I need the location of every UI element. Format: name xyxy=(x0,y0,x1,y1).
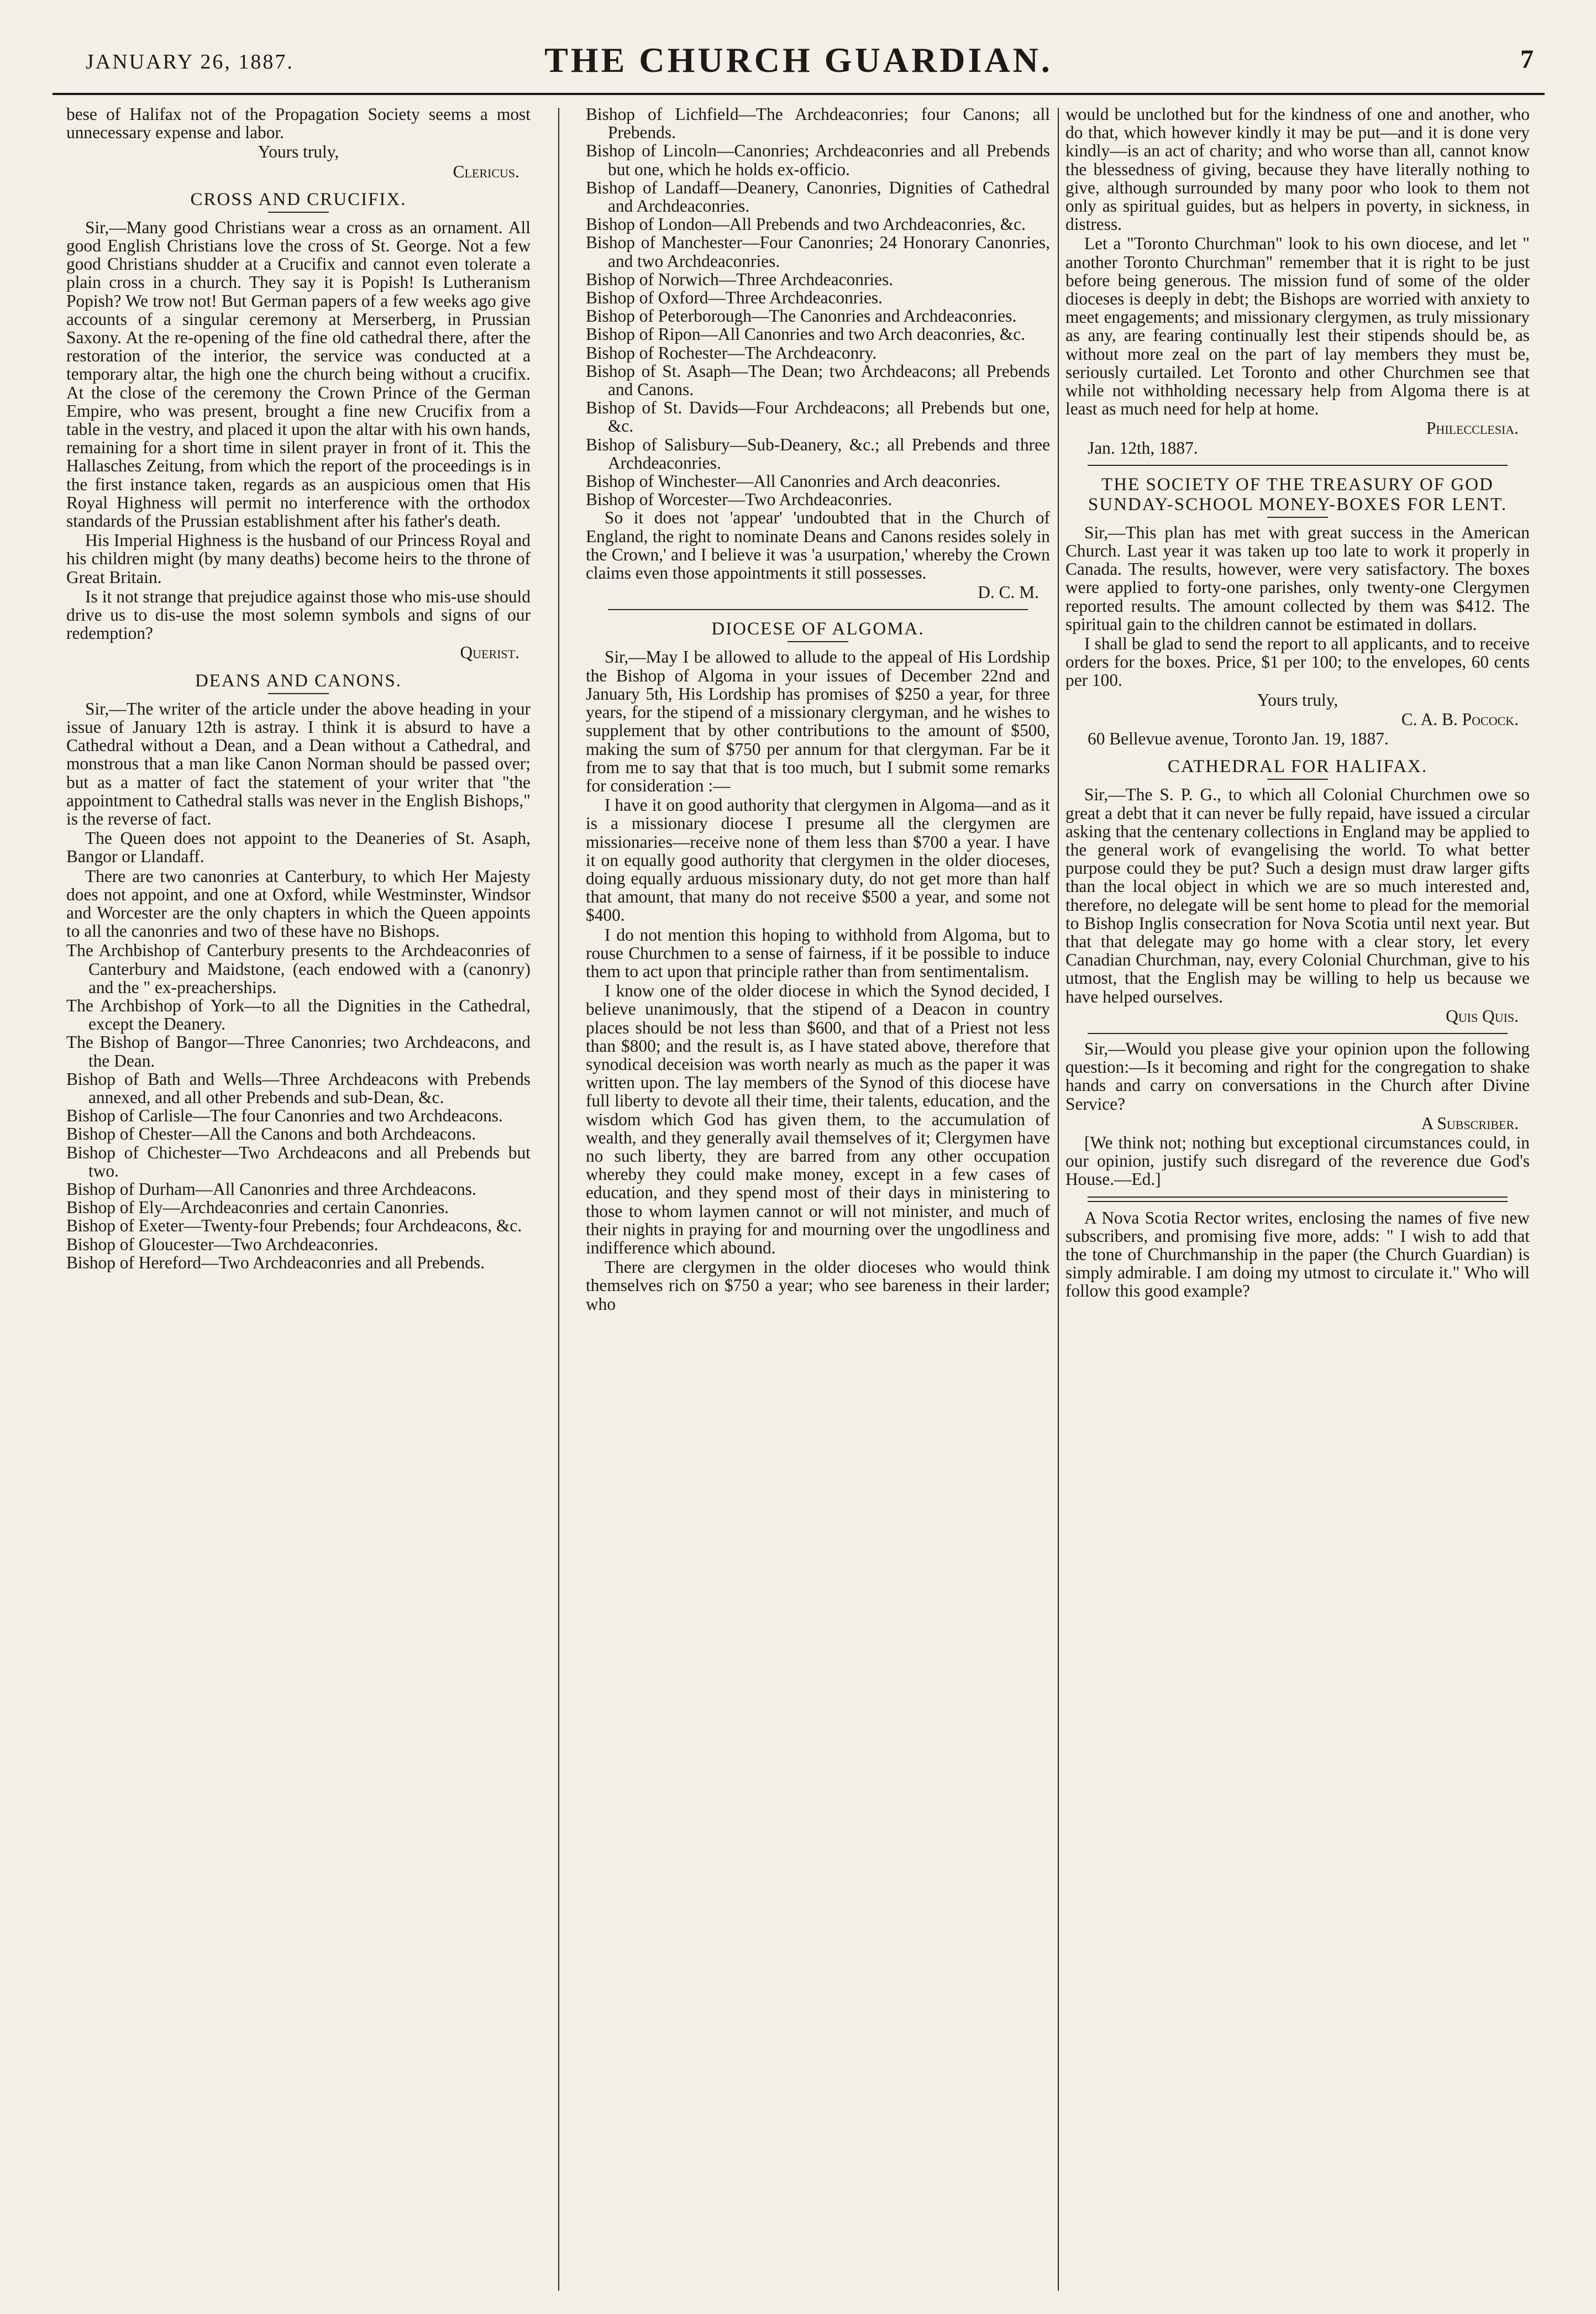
list-item: The Archbishop of York—to all the Dignities in the Cathedral, except the Deanery. xyxy=(66,995,531,1034)
letter-date: Jan. 12th, 1887. xyxy=(1088,438,1198,458)
letter-text: I have it on good authority that clergymen in Algoma—and as it is a missionary diocese I presume all the clergymen are missionaries—receive none of them less than $700 a year. I have it on equally good authority that clergymen in the older dioceses, doing equally arduous missionary duty, do not get more than half that amount, that many do not receive $500 a year, and some not $400. xyxy=(586,795,1050,925)
letter-signature: Quis Quis. xyxy=(1446,1006,1519,1026)
letter-text: I do not mention this hoping to withhold from Algoma, but to rouse Churchmen to a sense of fairness, if it be possible to induce them to act upon that principle rather than from sentimentalism. xyxy=(586,925,1050,981)
double-rule xyxy=(1088,1197,1508,1202)
column-divider xyxy=(1058,108,1059,2291)
section-rule xyxy=(1088,1033,1508,1034)
column-1 xyxy=(66,105,531,2294)
masthead xyxy=(53,33,1545,99)
list-item: Bishop of London—All Prebends and two Archdeaconries, &c. xyxy=(586,214,1026,234)
article-heading: CATHEDRAL FOR HALIFAX. xyxy=(1167,757,1428,777)
letter-text: There are clergymen in the older dioceses who would think themselves rich on $750 a year; who see bareness in their larder; who xyxy=(586,1257,1050,1314)
list-item: Bishop of Lincoln—Canonries; Archdeaconries and all Prebends but one, which he holds ex-officio. xyxy=(586,141,1050,179)
heading-rule xyxy=(788,641,848,642)
list-item: Bishop of Chichester—Two Archdeacons and all Prebends but two. xyxy=(66,1142,531,1180)
column-2 xyxy=(586,105,1050,2294)
letter-text: A Nova Scotia Rector writes, enclosing the names of five new subscribers, and promising five more, adds: " I wish to add that the tone of Churchmanship in the paper (the Church Guardian) is simply admirable. I am doing my utmost to circulate it." Who will follow this good example? xyxy=(1065,1208,1530,1301)
list-item: The Bishop of Bangor—Three Canonries; two Archdeacons, and the Dean. xyxy=(66,1032,531,1071)
article-heading: THE SOCIETY OF THE TREASURY OF GOD SUNDAY-SCHOOL MONEY-BOXES FOR LENT. xyxy=(1088,474,1508,515)
letter-text: bese of Halifax not of the Propagation Society seems a most unnecessary expense and labor. xyxy=(66,105,531,143)
letter-address: 60 Bellevue avenue, Toronto Jan. 19, 1887. xyxy=(1088,729,1389,749)
editor-reply: [We think not; nothing but exceptional circumstances could, in our opinion, justify such disregard of the reverence due God's House.—Ed.] xyxy=(1065,1132,1530,1189)
list-item: The Archbishop of Canterbury presents to the Archdeaconries of Canterbury and Maidstone, (each endowed with a (canonry) and the " ex-preacherships. xyxy=(66,941,531,997)
letter-signature: Querist. xyxy=(460,643,519,663)
letter-text: Sir,—May I be allowed to allude to the appeal of His Lordship the Bishop of Algoma in your issues of December 22nd and January 5th, His Lordship has promises of $250 a year, for three years, for the stipend of a missionary clergyman, and he wishes to supplement that by other contributions to the amount of $500, making the sum of $750 per annum for that clergyman. Far be it from me to say that that is too much, but I submit some remarks for consideration :— xyxy=(586,647,1050,795)
letter-text: I shall be glad to send the report to all applicants, and to receive orders for the boxes. Price, $1 per 100; to the envelopes, 60 cents per 100. xyxy=(1065,634,1530,690)
list-item: Bishop of Hereford—Two Archdeaconries and all Prebends. xyxy=(66,1252,485,1272)
heading-rule xyxy=(1267,517,1328,518)
newspaper-title: THE CHURCH GUARDIAN. xyxy=(544,40,1053,80)
section-rule xyxy=(1088,465,1508,466)
list-item: Bishop of Landaff—Deanery, Canonries, Dignities of Cathedral and Archdeaconries. xyxy=(586,177,1050,216)
heading-rule xyxy=(268,693,329,694)
column-3 xyxy=(1065,105,1530,2294)
list-item: Bishop of Gloucester—Two Archdeaconries. xyxy=(66,1234,379,1254)
list-item: Bishop of Ely—Archdeaconries and certain Canonries. xyxy=(66,1198,449,1218)
article-heading: DIOCESE OF ALGOMA. xyxy=(711,619,925,639)
list-item: Bishop of Chester—All the Canons and both Archdeacons. xyxy=(66,1124,476,1144)
article-heading: CROSS AND CRUCIFIX. xyxy=(190,189,407,209)
letter-text: The Queen does not appoint to the Deaneries of St. Asaph, Bangor or Llandaff. xyxy=(66,828,531,867)
letter-text: So it does not 'appear' 'undoubted that in the Church of England, the right to nominate Deans and Canons resides solely in the Crown,' and I believe it was 'a usurpation,' whereby the Crown claims even those appointments it still possesses. xyxy=(586,508,1050,583)
letter-text: Sir,—Would you please give your opinion upon the following question:—Is it becoming and right for the congregation to shake hands and carry on conversations in the Church after Divine Service? xyxy=(1065,1038,1530,1114)
letter-text: would be unclothed but for the kindness of one and another, who do that, which however kindly it may be put—and it is done very kindly—is an act of charity; and who worse than all, cannot know the blessedness of giving, because they have literally nothing to give, although surrounded by many poor who look to them not only as spiritual guides, but as helpers in poverty, in sickness, in distress. xyxy=(1065,105,1530,234)
list-item: Bishop of Durham—All Canonries and three Archdeacons. xyxy=(66,1179,476,1199)
list-item: Bishop of Worcester—Two Archdeaconries. xyxy=(586,490,893,510)
letter-signature: Philecclesia. xyxy=(1426,418,1519,438)
letter-signature: A Subscriber. xyxy=(1421,1113,1519,1133)
article-heading: DEANS AND CANONS. xyxy=(195,670,402,691)
issue-date: JANUARY 26, 1887. xyxy=(86,50,294,74)
list-item: Bishop of Lichfield—The Archdeaconries; four Canons; all Prebends. xyxy=(586,105,1050,143)
list-item: Bishop of Carlisle—The four Canonries and two Archdeacons. xyxy=(66,1106,503,1126)
letter-text: Sir,—The S. P. G., to which all Colonial Churchmen owe so great a debt that it can never be fully repaid, have issued a circular asking that the centenary collections in England may be applied to the general work of evangelising the world. To what better purpose could they be put? Such a design must draw larger gifts than the local object in which we are so much interested and, therefore, no delegate will be sent home to plead for the memorial to Bishop Inglis consecration for Nova Scotia until next year. But that that delegate may go home with a clear story, let every Canadian Churchman, nay, every Colonial Churchman, give to his utmost, that the English may be willing to help us because we have helped ourselves. xyxy=(1065,785,1530,1006)
column-divider xyxy=(558,108,559,2291)
section-rule xyxy=(608,609,1028,610)
letter-text: There are two canonries at Canterbury, to which Her Majesty does not appoint, and one at Oxford, while Westminster, Windsor and Worcester are the only chapters in which the Queen appoints to all the canonries and two of these have no Bishops. xyxy=(66,866,531,941)
list-item: Bishop of Oxford—Three Archdeaconries. xyxy=(586,288,883,308)
letter-signature: C. A. B. Pocock. xyxy=(1401,709,1519,729)
list-item: Bishop of St. Davids—Four Archdeacons; all Prebends but one, &c. xyxy=(586,398,1050,436)
list-item: Bishop of Winchester—All Canonries and Arch deaconries. xyxy=(586,471,1001,491)
letter-signature: D. C. M. xyxy=(978,583,1039,602)
list-item: Bishop of Norwich—Three Archdeaconries. xyxy=(586,269,894,289)
heading-rule xyxy=(1267,779,1328,780)
letter-text: Sir,—Many good Christians wear a cross as an ornament. All good English Christians love the cross of St. George. Not a few good Christians shudder at a Crucifix and cannot even tolerate a plain cross in a church. They say it is Popish! Is Lutheranism Popish? We trow not! But German papers of a few weeks ago give accounts of a singular ceremony at Merserberg, in Prussian Saxony. At the re-opening of the fine old cathedral there, after the restoration of the interior, the service was conducted at a temporary altar, the high one the church being without a crucifix. At the close of the ceremony the Crown Prince of the German Empire, who was present, brought a fine new Crucifix from a table in the vestry, and placed it upon the altar with his own hands, remaining for a short time in silent prayer in front of it. This the Hallasches Zeitung, from which the report of the proceedings is in the first instance taken, regards as an auspicious omen that His Royal Highness will permit no interference with the orthodox standards of the Prussian establishment after his father's death. xyxy=(66,217,531,531)
list-item: Bishop of Peterborough—The Canonries and Archdeaconries. xyxy=(586,306,1017,326)
heading-rule xyxy=(268,212,329,213)
letter-closing: Yours truly, xyxy=(1257,690,1338,710)
list-item: Bishop of St. Asaph—The Dean; two Archdeacons; all Prebends and Canons. xyxy=(586,361,1050,400)
list-item: Bishop of Ripon—All Canonries and two Arch deaconries, &c. xyxy=(586,324,1026,344)
letter-closing: Yours truly, xyxy=(258,142,339,162)
masthead-rule xyxy=(53,93,1545,95)
list-item: Bishop of Exeter—Twenty-four Prebends; four Archdeacons, &c. xyxy=(66,1216,522,1236)
list-item: Bishop of Rochester—The Archdeaconry. xyxy=(586,343,877,363)
letter-text: His Imperial Highness is the husband of our Princess Royal and his children might (by many deaths) become heirs to the throne of Great Britain. xyxy=(66,531,531,587)
list-item: Bishop of Manchester—Four Canonries; 24 Honorary Canonries, and two Archdeaconries. xyxy=(586,233,1050,271)
list-item: Bishop of Salisbury—Sub-Deanery, &c.; all Prebends and three Archdeaconries. xyxy=(586,434,1050,473)
letter-text: Let a "Toronto Churchman" look to his own diocese, and let " another Toronto Churchman" remember that it is right to be just before being generous. The mission fund of some of the older dioceses is deeply in debt; the Bishops are worried with anxiety to meet engagements; and missionary clergymen, as truly missionary as any, are fearing continually lest their stipends should be, as without more zeal on the part of lay members they must be, seriously curtailed. Let Toronto and other Churchmen see that while not withholding necessary help from Algoma there is at least as much need for help at home. xyxy=(1065,234,1530,419)
letter-text: Is it not strange that prejudice against those who mis-use should drive us to dis-use the most solemn symbols and signs of our redemption? xyxy=(66,586,531,643)
letter-signature: Clericus. xyxy=(453,161,519,181)
list-item: Bishop of Bath and Wells—Three Archdeacons with Prebends annexed, and all other Prebends and sub-Dean, &c. xyxy=(66,1069,531,1107)
letter-text: Sir,—This plan has met with great success in the American Church. Last year it was taken up too late to work it properly in Canada. The results, however, were very satisfactory. The boxes were applied to forty-one parishes, only twenty-one Clergymen reported results. The amount collected by them was $412. The spiritual gain to the children cannot be estimated in dollars. xyxy=(1065,522,1530,634)
letter-text: Sir,—The writer of the article under the above heading in your issue of January 12th is astray. I think it is absurd to have a Cathedral without a Dean, and a Dean without a Cathedral, and monstrous that a man like Canon Norman should be passed over; but as a matter of fact the statement of your writer that "the appointment to Cathedral stalls was never in the English Bishops," is the reverse of fact. xyxy=(66,699,531,828)
letter-text: I know one of the older diocese in which the Synod decided, I believe unanimously, that the stipend of a Deacon in country places should be not less than $600, and that of a Priest not less than $800; and the result is, as I have stated above, therefore that synodical deceision was worth nearly as much as the paper it was written upon. The lay members of the Synod of this diocese have full liberty to devote all their time, their talents, education, and the wisdom which God has given them, to the accumulation of wealth, and they generally avail themselves of it; Clergymen have no such liberty, they are barred from any other occupation whereby they could make money, except in a few cases of education, and they spend most of their days in ministering to those to whom laymen cannot or will not minister, and much of their nights in praying for and mourning over the ungodliness and indifference which abound. xyxy=(586,981,1050,1257)
page-number: 7 xyxy=(1520,45,1534,74)
